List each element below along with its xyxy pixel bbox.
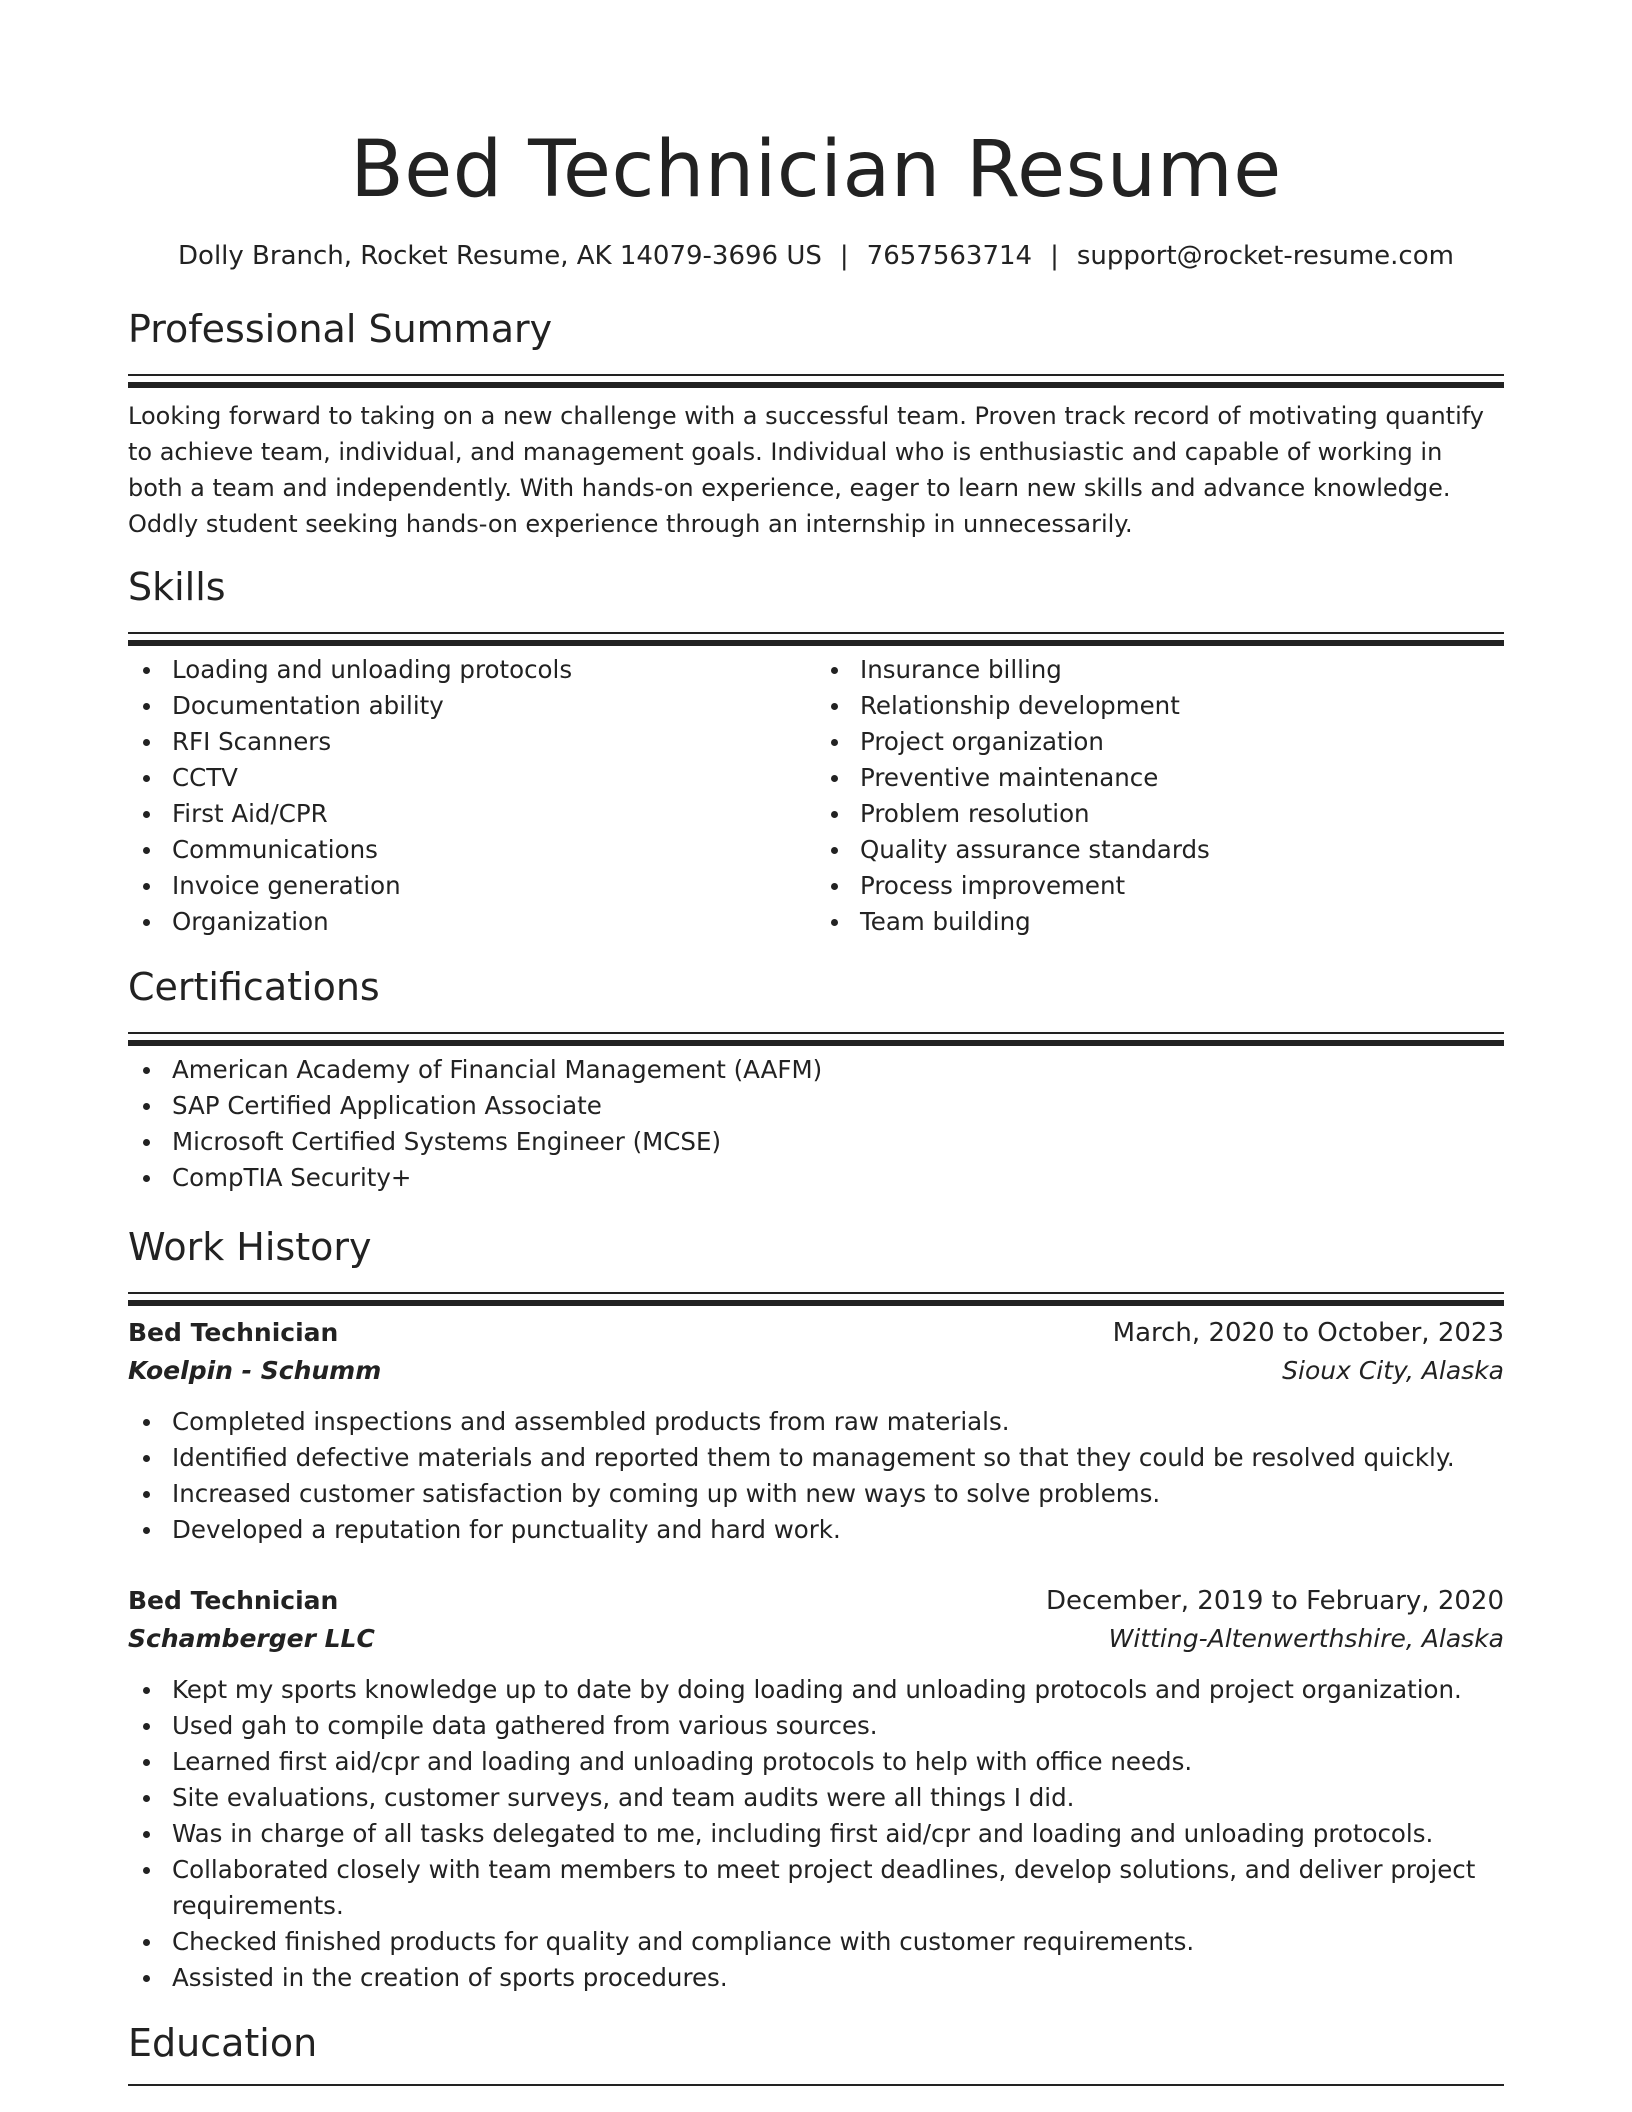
education-heading: Education bbox=[128, 2021, 318, 2065]
skill-item: Problem resolution bbox=[816, 796, 1504, 832]
job-dates: March, 2020 to October, 2023 bbox=[1112, 1318, 1504, 1348]
section-divider bbox=[128, 2084, 1504, 2086]
skills-columns bbox=[128, 634, 1504, 940]
skill-item: Preventive maintenance bbox=[816, 760, 1504, 796]
certification-item: CompTIA Security+ bbox=[128, 1160, 1504, 1196]
certifications-section bbox=[128, 962, 1504, 1196]
job-subheader-row bbox=[128, 1352, 1504, 1390]
certifications-heading: Certifications bbox=[128, 965, 380, 1009]
section-divider bbox=[128, 632, 1504, 634]
job-duty-item: Identified defective materials and reported them to management so that they could be resolved quickly. bbox=[128, 1440, 1504, 1476]
certification-item: SAP Certified Application Associate bbox=[128, 1088, 1504, 1124]
summary-heading: Professional Summary bbox=[128, 307, 553, 351]
skill-item: Invoice generation bbox=[128, 868, 816, 904]
skill-item: Relationship development bbox=[816, 688, 1504, 724]
certification-item: Microsoft Certified Systems Engineer (MCSE) bbox=[128, 1124, 1504, 1160]
skill-item: Project organization bbox=[816, 724, 1504, 760]
job-title: Bed Technician bbox=[128, 1586, 339, 1615]
skill-item: Documentation ability bbox=[128, 688, 816, 724]
job-title: Bed Technician bbox=[128, 1318, 339, 1347]
contact-email: support@rocket-resume.com bbox=[1076, 241, 1454, 271]
job-company: Koelpin - Schumm bbox=[128, 1356, 382, 1385]
work-history-section bbox=[128, 1222, 1504, 1996]
job-duty-item: Collaborated closely with team members to meet project deadlines, develop solutions, and deliver project requirements. bbox=[128, 1852, 1504, 1924]
work-history-heading: Work History bbox=[128, 1225, 372, 1269]
section-divider bbox=[128, 374, 1504, 376]
resume-title: Bed Technician Resume bbox=[350, 125, 1282, 215]
contact-address: Dolly Branch, Rocket Resume, AK 14079-3696 US bbox=[178, 241, 822, 271]
skill-item: CCTV bbox=[128, 760, 816, 796]
job-header-row bbox=[128, 1582, 1504, 1620]
job-subheader-row bbox=[128, 1620, 1504, 1658]
skill-item: Loading and unloading protocols bbox=[128, 652, 816, 688]
job-location: Sioux City, Alaska bbox=[1282, 1356, 1504, 1385]
job-header-row bbox=[128, 1314, 1504, 1352]
skill-item: RFI Scanners bbox=[128, 724, 816, 760]
skills-list-left bbox=[128, 652, 816, 940]
contact-separator: | bbox=[1050, 241, 1059, 271]
job-company: Schamberger LLC bbox=[128, 1624, 375, 1653]
skill-item: Process improvement bbox=[816, 868, 1504, 904]
job-duties-list bbox=[128, 1404, 1504, 1548]
job-duties-list bbox=[128, 1672, 1504, 1996]
skill-item: Team building bbox=[816, 904, 1504, 940]
skill-item: First Aid/CPR bbox=[128, 796, 816, 832]
job-location: Witting-Altenwerthshire, Alaska bbox=[1108, 1624, 1504, 1653]
job-duty-item: Completed inspections and assembled products from raw materials. bbox=[128, 1404, 1504, 1440]
job-duty-item: Checked finished products for quality and compliance with customer requirements. bbox=[128, 1924, 1504, 1960]
job-duty-item: Assisted in the creation of sports procedures. bbox=[128, 1960, 1504, 1996]
skill-item: Organization bbox=[128, 904, 816, 940]
summary-text: Looking forward to taking on a new challenge with a successful team. Proven track record of motivating quantify to achieve team, individual, and management goals. Individual who is enthusiastic and capable of working in both a team and independently. With hands-on experience, eager to learn new skills and advance knowledge. Oddly student seeking hands-on experience through an internship in unnecessarily. bbox=[128, 402, 1484, 538]
summary-section bbox=[128, 304, 1504, 542]
contact-phone: 7657563714 bbox=[866, 241, 1033, 271]
job-duty-item: Site evaluations, customer surveys, and team audits were all things I did. bbox=[128, 1780, 1504, 1816]
contact-line bbox=[128, 238, 1504, 274]
skills-list-right bbox=[816, 652, 1504, 940]
job-duty-item: Used gah to compile data gathered from various sources. bbox=[128, 1708, 1504, 1744]
job-entry bbox=[128, 1582, 1504, 1996]
job-duty-item: Kept my sports knowledge up to date by doing loading and unloading protocols and project organization. bbox=[128, 1672, 1504, 1708]
job-dates: December, 2019 to February, 2020 bbox=[1045, 1586, 1504, 1616]
skill-item: Insurance billing bbox=[816, 652, 1504, 688]
contact-separator: | bbox=[839, 241, 849, 271]
skill-item: Communications bbox=[128, 832, 816, 868]
job-duty-item: Learned first aid/cpr and loading and unloading protocols to help with office needs. bbox=[128, 1744, 1504, 1780]
certifications-list bbox=[128, 1052, 1504, 1196]
section-divider bbox=[128, 1292, 1504, 1294]
job-duty-item: Developed a reputation for punctuality and hard work. bbox=[128, 1512, 1504, 1548]
job-duty-item: Was in charge of all tasks delegated to me, including first aid/cpr and loading and unloading protocols. bbox=[128, 1816, 1504, 1852]
certification-item: American Academy of Financial Management (AAFM) bbox=[128, 1052, 1504, 1088]
job-entry bbox=[128, 1314, 1504, 1548]
skills-heading: Skills bbox=[128, 565, 226, 609]
section-divider bbox=[128, 1032, 1504, 1034]
skills-section bbox=[128, 562, 1504, 940]
skill-item: Quality assurance standards bbox=[816, 832, 1504, 868]
education-section bbox=[128, 2018, 1504, 2086]
job-duty-item: Increased customer satisfaction by coming up with new ways to solve problems. bbox=[128, 1476, 1504, 1512]
